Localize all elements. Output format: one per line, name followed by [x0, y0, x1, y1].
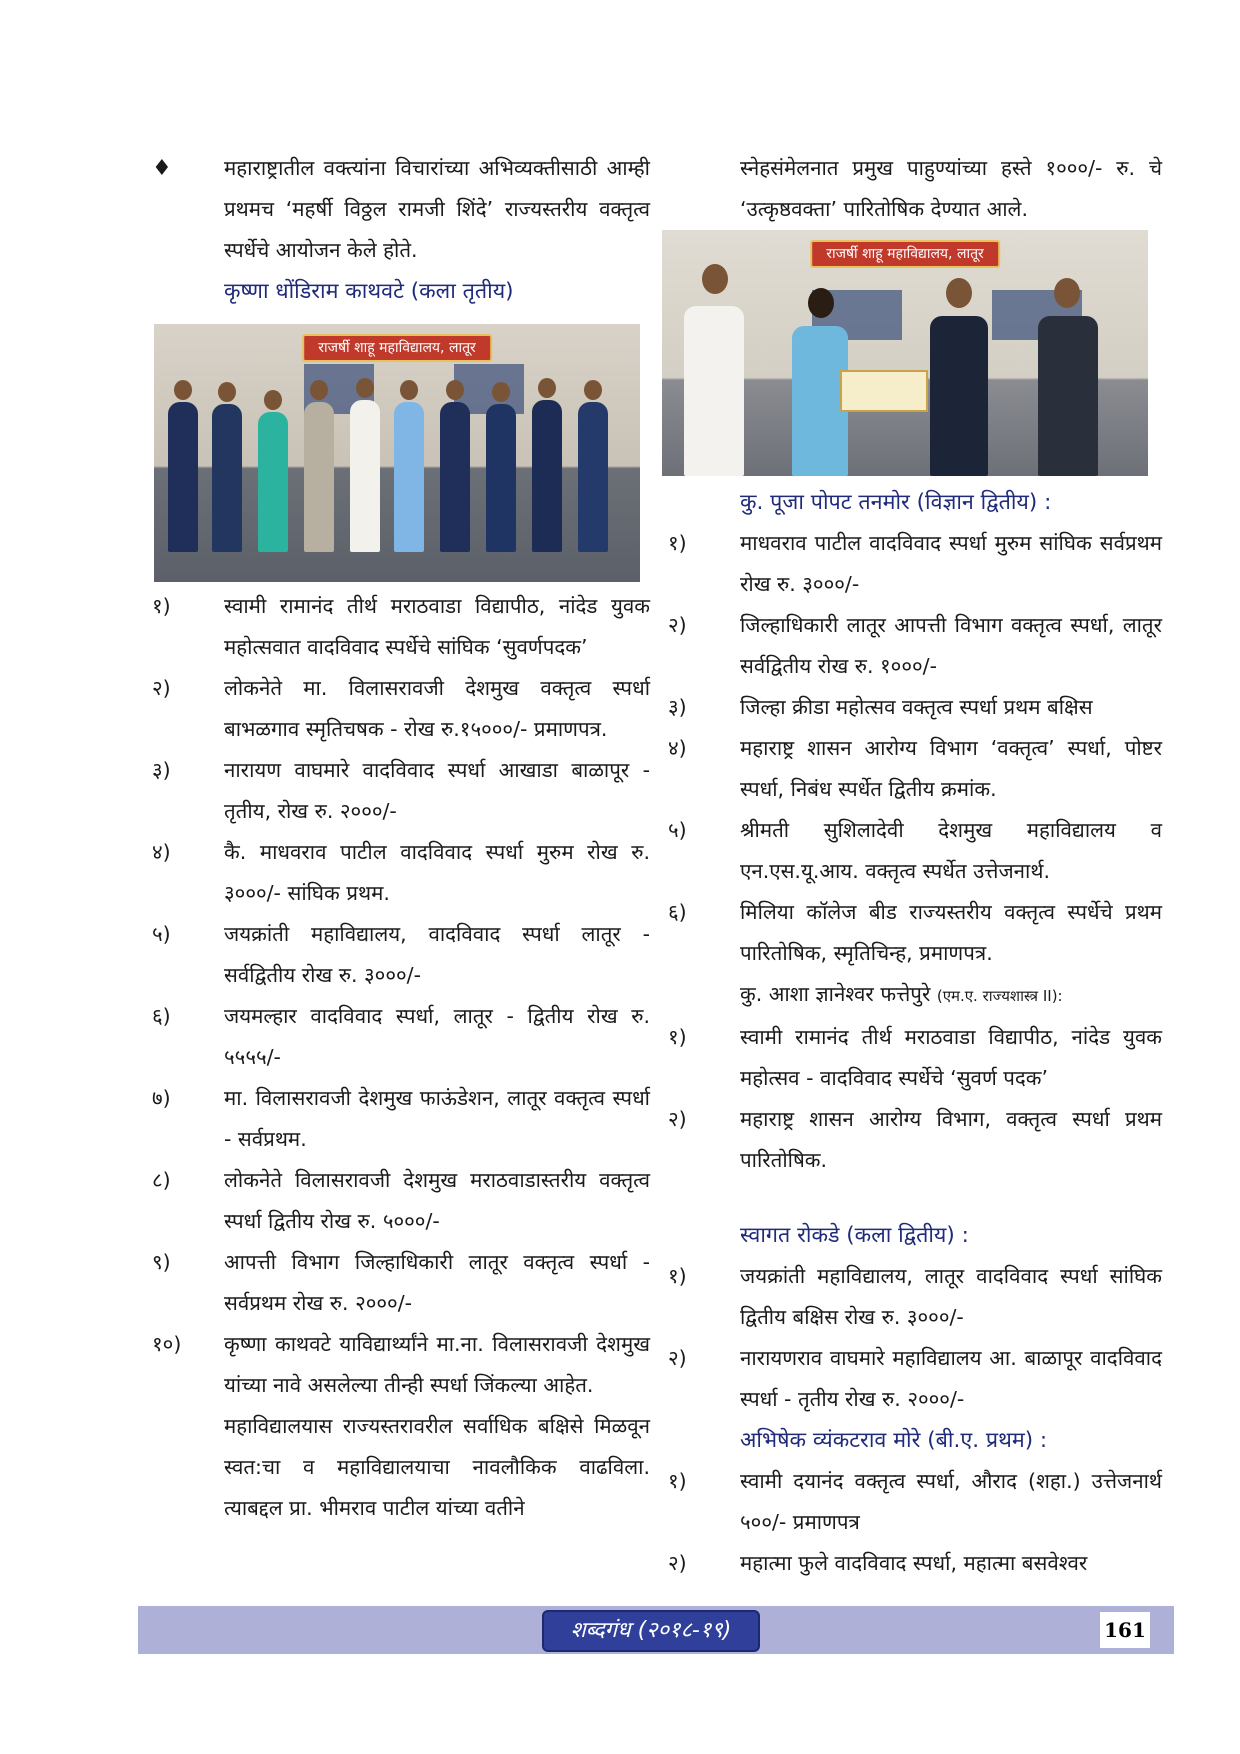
heading-name: कु. आशा ज्ञानेश्वर फत्तेपुरे [740, 982, 931, 1006]
item-text: कृष्णा काथवटे याविद्यार्थ्यांने मा.ना. विलासरावजी देशमुख यांच्या नावे असलेल्या तीन्ही स्पर्धा जिंकल्या आहेत. [224, 1332, 650, 1397]
person-head [584, 380, 602, 400]
list-item [668, 1099, 1162, 1181]
item-text: माधवराव पाटील वादविवाद स्पर्धा मुरुम सांघिक सर्वप्रथम रोख रु. ३०००/- [740, 531, 1162, 596]
award-photo-right [662, 230, 1148, 476]
item-text: स्वामी रामानंद तीर्थ मराठवाडा विद्यापीठ, नांदेड युवक महोत्सवात वादविवाद स्पर्धेचे सांघिक ‘सुवर्णपदक’ [224, 594, 650, 659]
item-number: २) [668, 1346, 687, 1370]
list-item [152, 750, 650, 832]
item-number: ७) [152, 1086, 171, 1110]
list-item [668, 1461, 1162, 1543]
person-figure [350, 400, 380, 552]
item-text: जिल्हा क्रीडा महोत्सव वक्तृत्व स्पर्धा प्रथम बक्षिस [740, 695, 1093, 719]
person-figure [212, 404, 242, 552]
photo-banner: राजर्षी शाहू महाविद्यालय, लातूर [302, 334, 492, 362]
person-head [808, 288, 834, 318]
heading-suffix: (एम.ए. राज्यशास्त्र II): [936, 987, 1063, 1005]
list-item [152, 1324, 650, 1406]
item-number: ५) [152, 922, 171, 946]
item-text: मिलिया कॉलेज बीड राज्यस्तरीय वक्तृत्व स्पर्धेचे प्रथम पारितोषिक, स्मृतिचिन्ह, प्रमाणपत्र. [740, 900, 1162, 965]
person-head [492, 382, 510, 402]
section-heading-abhishek: अभिषेक व्यंकटराव मोरे (बी.ए. प्रथम) : [740, 1428, 1048, 1453]
section-spacer [668, 1181, 1162, 1215]
person-head [446, 380, 464, 400]
item-text: महाराष्ट्र शासन आरोग्य विभाग ‘वक्तृत्व’ स्पर्धा, पोष्टर स्पर्धा, निबंध स्पर्धेत द्वितीय क्रमांक. [740, 736, 1162, 801]
certificate-shape [840, 370, 928, 412]
item-number: ९) [152, 1250, 171, 1274]
list-item [668, 523, 1162, 605]
item-text: जिल्हाधिकारी लातूर आपत्ती विभाग वक्तृत्व स्पर्धा, लातूर सर्वद्वितीय रोख रु. १०००/- [740, 613, 1162, 678]
item-number: १) [152, 594, 171, 618]
list-item [668, 1017, 1162, 1099]
item-text: कै. माधवराव पाटील वादविवाद स्पर्धा मुरुम रोख रु. ३०००/- सांघिक प्रथम. [224, 840, 650, 905]
item-number: २) [668, 1107, 687, 1131]
page-footer [138, 1606, 1174, 1654]
list-item [152, 586, 650, 668]
item-number: ३) [152, 758, 171, 782]
item-text: स्वामी दयानंद वक्तृत्व स्पर्धा, औराद (शहा.) उत्तेजनार्थ ५००/- प्रमाणपत्र [740, 1469, 1162, 1534]
list-item [152, 832, 650, 914]
right-column [668, 148, 1162, 1584]
photo-banner: राजर्षी शाहू महाविद्यालय, लातूर [810, 240, 1000, 268]
item-text: महाराष्ट्र शासन आरोग्य विभाग, वक्तृत्व स्पर्धा प्रथम पारितोषिक. [740, 1107, 1162, 1172]
item-number: ५) [668, 818, 687, 842]
group-photo-left [154, 324, 640, 582]
list-item [668, 605, 1162, 687]
list-item [152, 996, 650, 1078]
item-number: ४) [152, 840, 171, 864]
list-item [668, 810, 1162, 892]
item-number: १) [668, 1025, 687, 1049]
item-text: जयमल्हार वादविवाद स्पर्धा, लातूर - द्वितीय रोख रु. ५५५५/- [224, 1004, 650, 1069]
item-number: १) [668, 1264, 687, 1288]
list-item [152, 1242, 650, 1324]
left-column [152, 148, 650, 1529]
item-number: १) [668, 531, 687, 555]
item-text: श्रीमती सुशिलादेवी देशमुख महाविद्यालय व एन.एस.यू.आय. वक्तृत्व स्पर्धेत उत्तेजनार्थ. [740, 818, 1162, 883]
intro-paragraph [152, 148, 650, 271]
item-number: २) [668, 1551, 687, 1575]
item-number: ३) [668, 695, 687, 719]
item-number: २) [668, 613, 687, 637]
person-figure [168, 402, 198, 552]
list-item [668, 1256, 1162, 1338]
person-head [702, 264, 728, 294]
item-text: स्वामी रामानंद तीर्थ मराठवाडा विद्यापीठ, नांदेड युवक महोत्सव - वादविवाद स्पर्धेचे ‘सुवर्ण पदक’ [740, 1025, 1162, 1090]
item-number: २) [152, 676, 171, 700]
item-number: ४) [668, 736, 687, 760]
page-number: 161 [1100, 1612, 1150, 1648]
section-heading-swagat: स्वागत रोकडे (कला द्वितीय) : [740, 1223, 969, 1248]
person-figure [394, 402, 424, 552]
person-head [538, 378, 556, 398]
person-head [946, 278, 972, 308]
intro-text: महाराष्ट्रातील वक्त्यांना विचारांच्या अभिव्यक्तीसाठी आम्ही प्रथमच ‘महर्षी विठ्ठल रामजी शिंदे’ राज्यस्तरीय वक्तृत्व स्पर्धेचे आयोजन केले होते. [224, 156, 650, 262]
list-item [668, 1543, 1162, 1584]
krushna-achievements-list [152, 586, 650, 1406]
person-head [400, 380, 418, 400]
person-figure [684, 306, 744, 476]
list-item [668, 892, 1162, 974]
person-figure [486, 404, 516, 552]
list-item [152, 1160, 650, 1242]
item-text: मा. विलासरावजी देशमुख फाऊंडेशन, लातूर वक्तृत्व स्पर्धा - सर्वप्रथम. [224, 1086, 650, 1151]
section-heading-pooja: कु. पूजा पोपट तनमोर (विज्ञान द्वितीय) : [740, 490, 1052, 515]
list-item [668, 687, 1162, 728]
magazine-title: शब्दगंध (२०१८-१९) [542, 1610, 760, 1652]
closing-paragraph: महाविद्यालयास राज्यस्तरावरील सर्वाधिक बक्षिसे मिळवून स्वत:चा व महाविद्यालयाचा नावलौकिक वाढविला. त्याबद्दल प्रा. भीमराव पाटील यांच्या वतीने [224, 1414, 650, 1520]
person-head [310, 380, 328, 400]
person-head [264, 390, 282, 410]
continuation-paragraph: स्नेहसंमेलनात प्रमुख पाहुण्यांच्या हस्ते १०००/- रु. चे ‘उत्कृष्ठवक्ता’ पारितोषिक देण्यात आले. [740, 156, 1162, 221]
person-figure [532, 400, 562, 552]
diamond-bullet-icon: ♦ [152, 156, 172, 181]
item-text: जयक्रांती महाविद्यालय, लातूर वादविवाद स्पर्धा सांघिक द्वितीय बक्षिस रोख रु. ३०००/- [740, 1264, 1162, 1329]
person-head [1054, 278, 1080, 308]
item-text: आपत्ती विभाग जिल्हाधिकारी लातूर वक्तृत्व स्पर्धा - सर्वप्रथम रोख रु. २०००/- [224, 1250, 650, 1315]
item-text: लोकनेते विलासरावजी देशमुख मराठवाडास्तरीय वक्तृत्व स्पर्धा द्वितीय रोख रु. ५०००/- [224, 1168, 650, 1233]
item-number: ८) [152, 1168, 171, 1192]
person-head [356, 378, 374, 398]
person-figure [304, 402, 334, 552]
list-item [668, 728, 1162, 810]
item-text: लोकनेते मा. विलासरावजी देशमुख वक्तृत्व स्पर्धा बाभळगाव स्मृतिचषक - रोख रु.१५०००/- प्रमाणपत्र. [224, 676, 650, 741]
item-text: महात्मा फुले वादविवाद स्पर्धा, महात्मा बसवेश्वर [740, 1551, 1088, 1575]
section-heading-krushna: कृष्णा धोंडिराम काथवटे (कला तृतीय) [224, 279, 514, 304]
item-number: १०) [152, 1332, 182, 1356]
item-text: जयक्रांती महाविद्यालय, वादविवाद स्पर्धा लातूर - सर्वद्वितीय रोख रु. ३०००/- [224, 922, 650, 987]
person-figure [1038, 316, 1098, 476]
section-heading-asha [668, 974, 1162, 1017]
item-text: नारायण वाघमारे वादविवाद स्पर्धा आखाडा बाळापूर - तृतीय, रोख रु. २०००/- [224, 758, 650, 823]
person-figure [578, 402, 608, 552]
item-number: १) [668, 1469, 687, 1493]
item-number: ६) [668, 900, 687, 924]
person-figure [258, 412, 288, 552]
item-number: ६) [152, 1004, 171, 1028]
list-item [152, 1078, 650, 1160]
list-item [152, 914, 650, 996]
list-item [152, 668, 650, 750]
person-figure [930, 316, 988, 476]
person-head [218, 382, 236, 402]
person-figure [440, 402, 470, 552]
list-item [668, 1338, 1162, 1420]
person-head [174, 380, 192, 400]
item-text: नारायणराव वाघमारे महाविद्यालय आ. बाळापूर वादविवाद स्पर्धा - तृतीय रोख रु. २०००/- [740, 1346, 1162, 1411]
